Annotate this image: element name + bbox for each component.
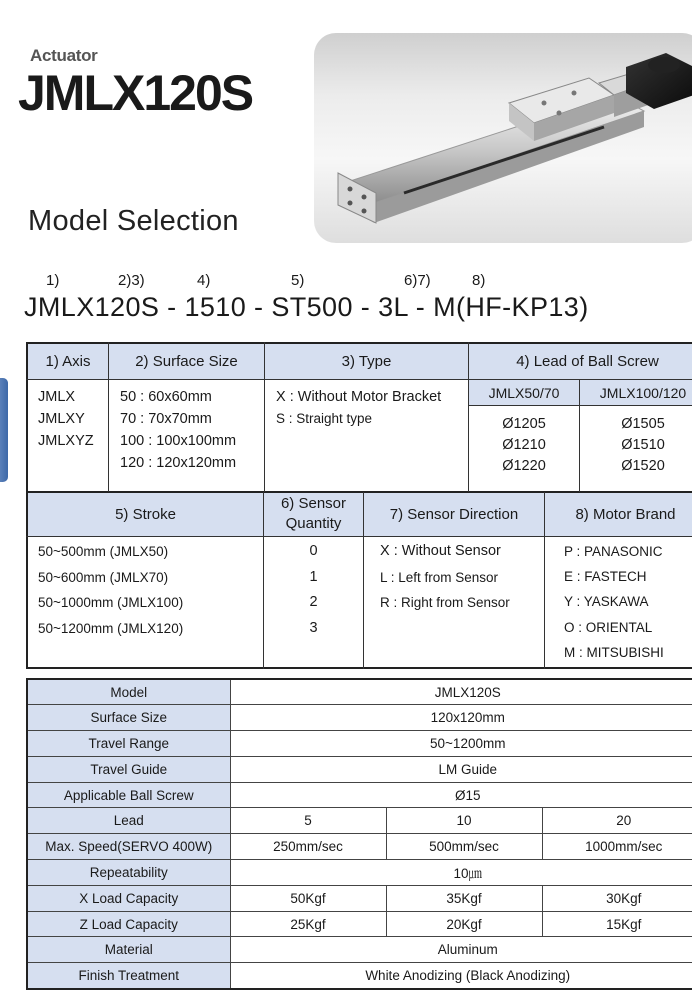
surface-option: 100 : 100x100mm [120, 433, 237, 449]
surface-option: 120 : 120x120mm [120, 455, 237, 471]
axis-list [38, 386, 94, 452]
stroke-option: 50~1200mm (JMLX120) [38, 620, 184, 636]
spec-value: 120x120mm [230, 705, 692, 731]
spec-value: 10 [386, 808, 542, 834]
spec-label: Max. Speed(SERVO 400W) [27, 834, 230, 860]
product-photo [314, 33, 692, 243]
spec-value: 50Kgf [230, 885, 386, 911]
lead-list-jmlx50-70 [469, 414, 579, 477]
lead-option: Ø1505 [621, 416, 665, 432]
header-motor-brand: 8) Motor Brand [545, 492, 692, 536]
spec-value: Aluminum [230, 937, 692, 963]
header-axis: 1) Axis [28, 344, 108, 379]
sensor-direction-option: L : Left from Sensor [380, 569, 499, 585]
table-row [27, 756, 692, 782]
table-row [27, 937, 692, 963]
lead-option: Ø1510 [621, 437, 665, 453]
header-type: 3) Type [265, 344, 468, 379]
lead-option: Ø1205 [502, 416, 546, 432]
spec-value: 20 [542, 808, 692, 834]
header-sensor-quantity-line2: Quantity [285, 515, 342, 532]
header-sensor-quantity [264, 492, 363, 536]
code-position-label: 1) [46, 272, 60, 289]
motor-brand-option: E : FASTECH [564, 569, 647, 585]
lead-option: Ø1520 [621, 458, 665, 474]
spec-value: 250mm/sec [230, 834, 386, 860]
spec-label: Material [27, 937, 230, 963]
type-option: X : Without Motor Bracket [276, 389, 442, 405]
motor-brand-list [564, 539, 664, 665]
surface-option: 70 : 70x70mm [120, 411, 212, 427]
table-row [27, 860, 692, 886]
header-sensor-quantity-line1: 6) Sensor [280, 495, 347, 512]
spec-label: Travel Range [27, 731, 230, 757]
code-position-label: 2)3) [118, 272, 145, 289]
header-sensor-direction: 7) Sensor Direction [364, 492, 544, 536]
spec-value: LM Guide [230, 756, 692, 782]
stroke-option: 50~600mm (JMLX70) [38, 569, 169, 585]
spec-value: 35Kgf [386, 885, 542, 911]
spec-label: Z Load Capacity [27, 911, 230, 937]
spec-value: Ø15 [230, 782, 692, 808]
spec-label: Travel Guide [27, 756, 230, 782]
table-row [27, 782, 692, 808]
header-ball-screw-lead: 4) Lead of Ball Screw [469, 344, 692, 379]
stroke-option: 50~500mm (JMLX50) [38, 544, 169, 559]
table-row [27, 963, 692, 989]
header-surface-size: 2) Surface Size [109, 344, 264, 379]
header-lead-jmlx50-70: JMLX50/70 [469, 380, 579, 405]
table-row [27, 705, 692, 731]
motor-brand-option: Y : YASKAWA [564, 594, 649, 610]
table-row [27, 679, 692, 705]
stroke-list [38, 539, 183, 641]
code-position-label: 6)7) [404, 272, 431, 289]
spec-label: X Load Capacity [27, 885, 230, 911]
code-position-label: 8) [472, 272, 486, 289]
table-row [27, 885, 692, 911]
sensor-direction-list [380, 539, 510, 616]
spec-value: 10㎛ [230, 860, 692, 886]
type-list [276, 386, 441, 430]
spec-value: 5 [230, 808, 386, 834]
lead-list-jmlx100-120 [580, 414, 692, 477]
section-heading: Model Selection [28, 205, 239, 237]
spec-value: JMLX120S [230, 679, 692, 705]
model-code-example: JMLX120S - 1510 - ST500 - 3L - M(HF-KP13) [24, 292, 589, 322]
table-row [27, 911, 692, 937]
axis-option: JMLXY [38, 411, 85, 427]
motor-brand-option: O : ORIENTAL [564, 619, 653, 635]
spec-label: Lead [27, 808, 230, 834]
spec-value: 50~1200mm [230, 731, 692, 757]
sensor-quantity-option: 2 [309, 594, 318, 610]
side-tab-marker [0, 378, 8, 482]
model-selection-table [26, 342, 692, 669]
specification-table [26, 678, 692, 990]
spec-value: 1000mm/sec [542, 834, 692, 860]
sensor-quantity-option: 3 [309, 619, 318, 636]
type-option: S : Straight type [276, 411, 373, 426]
spec-value: 15Kgf [542, 911, 692, 937]
spec-label: Finish Treatment [27, 963, 230, 989]
page-title: JMLX120S [18, 65, 253, 121]
stroke-option: 50~1000mm (JMLX100) [38, 595, 184, 610]
motor-brand-option: P : PANASONIC [564, 544, 663, 559]
header-lead-jmlx100-120: JMLX100/120 [580, 380, 692, 405]
header-stroke: 5) Stroke [28, 492, 263, 536]
sensor-quantity-option: 1 [309, 568, 318, 585]
code-position-label: 4) [197, 272, 211, 289]
model-code-position-labels [0, 272, 692, 292]
actuator-illustration [314, 33, 692, 243]
axis-option: JMLX [38, 389, 76, 405]
sensor-quantity-list [264, 539, 363, 641]
spec-value: White Anodizing (Black Anodizing) [230, 963, 692, 989]
motor-brand-option: M : MITSUBISHI [564, 644, 664, 660]
spec-value: 20Kgf [386, 911, 542, 937]
spec-label: Model [27, 679, 230, 705]
spec-label: Surface Size [27, 705, 230, 731]
lead-option: Ø1220 [502, 458, 546, 474]
spec-value: 25Kgf [230, 911, 386, 937]
surface-size-list [120, 386, 236, 474]
lead-option: Ø1210 [502, 437, 546, 453]
table-row [27, 808, 692, 834]
code-position-label: 5) [291, 272, 305, 289]
sensor-direction-option: X : Without Sensor [380, 543, 501, 559]
spec-label: Repeatability [27, 860, 230, 886]
page-subtitle: Actuator [30, 46, 98, 65]
spec-value: 30Kgf [542, 885, 692, 911]
table-row [27, 731, 692, 757]
spec-value: 500mm/sec [386, 834, 542, 860]
sensor-quantity-option: 0 [309, 543, 318, 559]
sensor-direction-option: R : Right from Sensor [380, 595, 510, 610]
axis-option: JMLXYZ [38, 433, 94, 449]
table-row [27, 834, 692, 860]
surface-option: 50 : 60x60mm [120, 389, 212, 405]
spec-label: Applicable Ball Screw [27, 782, 230, 808]
